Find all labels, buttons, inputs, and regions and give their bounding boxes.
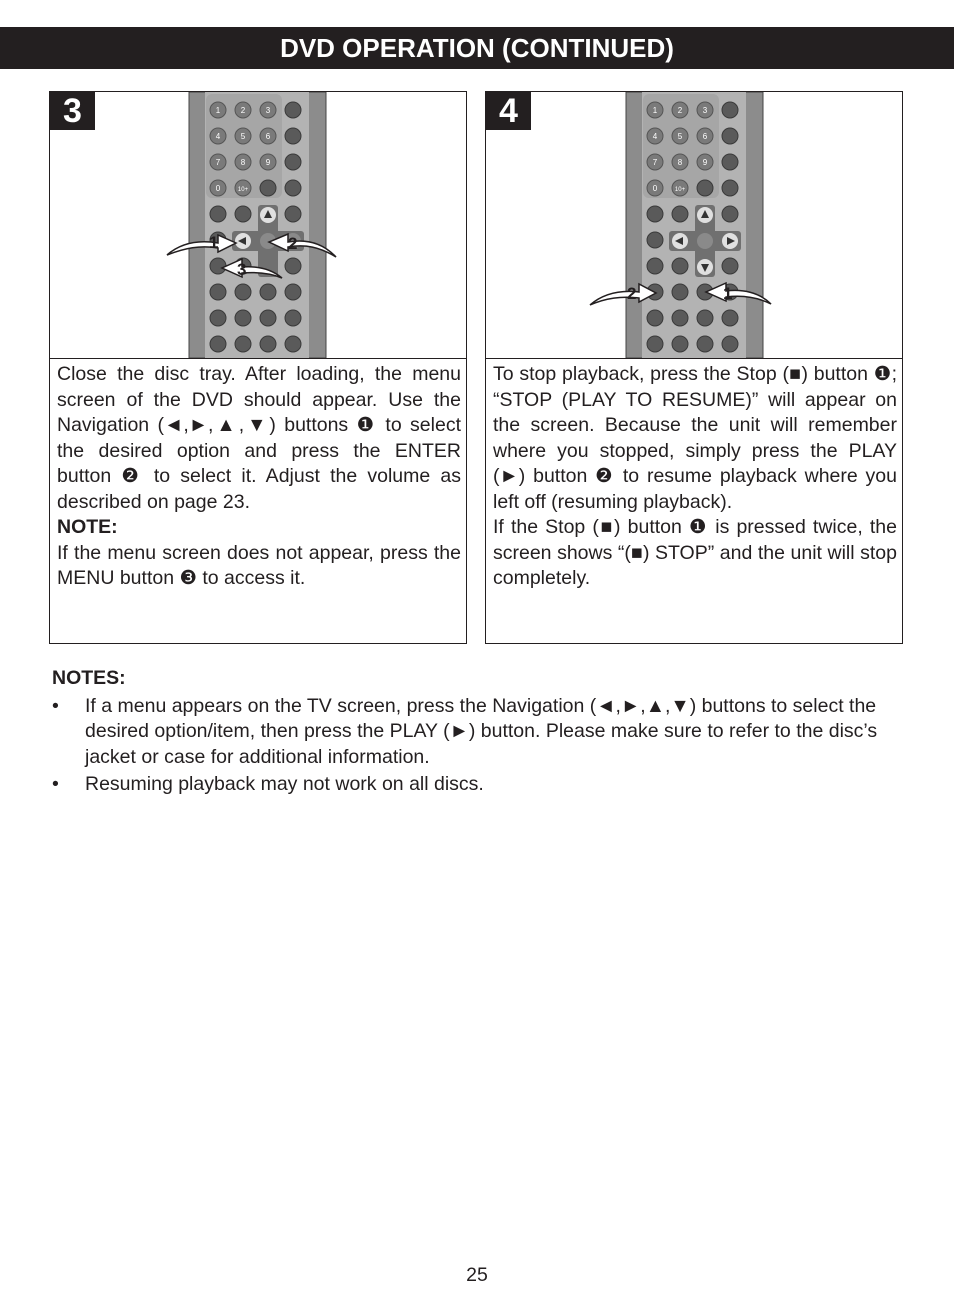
remote-button (722, 336, 738, 352)
step-3-paragraph: Close the disc tray. After loading, the menu screen of the DVD should appear. Use the Navigation (◄,►,▲,▼) buttons ❶ to select the desired option and press the ENTER button ❷ to select it. Adjust the volume as described on page 23. (57, 363, 461, 513)
remote-button (285, 310, 301, 326)
remote-button (647, 206, 663, 222)
step-4-paragraph-2: If the Stop (■) button ❶ is pressed twice, the screen shows “(■) STOP” and the unit will stop completely. (493, 516, 897, 589)
remote-button (210, 336, 226, 352)
remote-button (235, 206, 251, 222)
notes-list (52, 694, 902, 798)
remote-button (285, 336, 301, 352)
remote-button (285, 154, 301, 170)
remote-button (260, 284, 276, 300)
list-item (52, 694, 902, 771)
step-3-instructions (57, 362, 461, 592)
remote-button (722, 102, 738, 118)
remote-button (647, 258, 663, 274)
step-4-paragraph-1: To stop playback, press the Stop (■) button ❶; “STOP (PLAY TO RESUME)” will appear on the screen. Because the unit will remember where you stopped, simply press the PLAY (►) button ❷ to resume playback where you left off (resuming playback). (493, 363, 897, 513)
divider (50, 358, 466, 359)
step-4-instructions (493, 362, 897, 592)
remote-button (672, 258, 688, 274)
callout-label-3: 3 (237, 260, 247, 279)
remote-control (189, 92, 326, 358)
remote-button (647, 336, 663, 352)
remote-button (285, 128, 301, 144)
number-key-label: 3 (702, 106, 708, 115)
remote-button (697, 180, 713, 196)
number-key-label: 4 (215, 132, 221, 141)
remote-button (210, 206, 226, 222)
number-key-label: 0 (215, 184, 221, 193)
divider (486, 358, 902, 359)
number-key-label: 7 (652, 158, 658, 167)
number-key-label: 6 (702, 132, 708, 141)
remote-illustration-step-3 (50, 92, 466, 358)
remote-button (672, 284, 688, 300)
callout-label-2: 2 (627, 284, 637, 303)
step-number-badge: 4 (486, 92, 531, 130)
page-number: 25 (466, 1264, 488, 1286)
remote-button (235, 336, 251, 352)
number-key-label: 1 (652, 106, 658, 115)
remote-button (235, 310, 251, 326)
step-number-badge: 3 (50, 92, 95, 130)
remote-button (722, 258, 738, 274)
remote-illustration-step-4 (486, 92, 902, 358)
note-item-text: If a menu appears on the TV screen, press the Navigation (◄,►,▲,▼) buttons to select the desired option/item, then press the PLAY (►) button. Please make sure to refer to the disc’s jacket or case for additional information. (85, 694, 878, 768)
page-title: DVD OPERATION (CONTINUED) (0, 27, 954, 69)
callout-label-2: 2 (288, 234, 298, 253)
remote-button (697, 310, 713, 326)
callout-label-1: 1 (723, 284, 733, 303)
remote-button (722, 206, 738, 222)
number-key-label: 0 (652, 184, 658, 193)
number-key-label: 10+ (237, 187, 249, 193)
remote-button (672, 206, 688, 222)
number-key-label: 5 (240, 132, 246, 141)
number-key-label: 9 (702, 158, 708, 167)
remote-button (285, 258, 301, 274)
notes-section (52, 666, 902, 800)
remote-button (647, 232, 663, 248)
number-key-label: 2 (677, 106, 683, 115)
remote-button (647, 310, 663, 326)
note-label: NOTE: (57, 516, 118, 538)
remote-button (722, 154, 738, 170)
remote-button (672, 336, 688, 352)
list-item (52, 772, 902, 798)
number-key-label: 1 (215, 106, 221, 115)
note-item-text: Resuming playback may not work on all discs. (85, 773, 484, 795)
remote-button (235, 284, 251, 300)
note-text: If the menu screen does not appear, press the MENU button ❸ to access it. (57, 541, 461, 589)
remote-button (285, 180, 301, 196)
notes-title: NOTES: (52, 667, 126, 689)
number-key-label: 3 (265, 106, 271, 115)
remote-button (260, 180, 276, 196)
remote-button (672, 310, 688, 326)
remote-button (285, 102, 301, 118)
remote-button (285, 206, 301, 222)
number-key-label: 7 (215, 158, 221, 167)
step-3-panel (49, 91, 467, 644)
remote-button (210, 310, 226, 326)
number-key-label: 6 (265, 132, 271, 141)
number-key-label: 4 (652, 132, 658, 141)
number-key-label: 8 (240, 158, 246, 167)
callout-label-1: 1 (209, 233, 219, 252)
step-4-panel (485, 91, 903, 644)
remote-control (626, 92, 763, 358)
number-key-label: 2 (240, 106, 246, 115)
remote-button (210, 284, 226, 300)
remote-button (260, 336, 276, 352)
number-key-label: 9 (265, 158, 271, 167)
remote-button (260, 310, 276, 326)
bullet: • (52, 694, 59, 717)
bullet: • (52, 773, 59, 795)
remote-button (722, 128, 738, 144)
remote-button (285, 284, 301, 300)
number-key-label: 8 (677, 158, 683, 167)
remote-button (210, 258, 226, 274)
number-key-label: 5 (677, 132, 683, 141)
remote-button (722, 310, 738, 326)
remote-button (722, 180, 738, 196)
remote-button (697, 336, 713, 352)
number-key-label: 10+ (674, 187, 686, 193)
